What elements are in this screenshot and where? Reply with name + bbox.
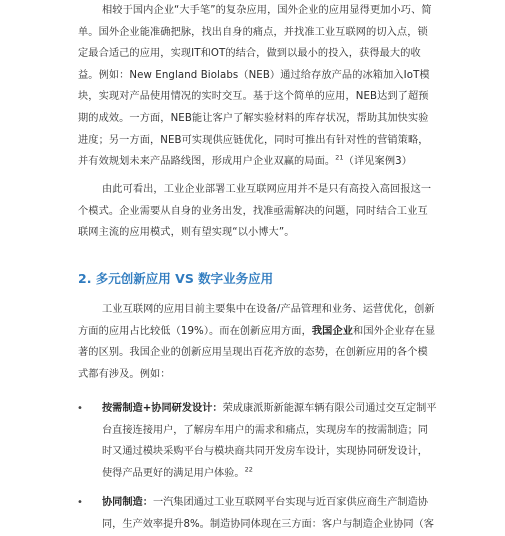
- bullet-icon: •: [77, 497, 83, 508]
- bullet-item: [78, 398, 438, 484]
- paragraph-text: 相较于国内企业“大手笔”的复杂应用，国外企业的应用显得更加小巧、简单。国外企业能准确把脉，找出自身的痛点，并找准工业互联网的切入点，锁定最合适己的应用，实现IT和OT的结合，做到以最小的投入，获得最大的收益。例如：New England Biolabs（NEB）通过给存放产品的冰箱加入IoT模块，实现对产品使用情况的实时交互。基于这个简单的应用，NEB达到了超预期的成效。一方面，NEB能让客户了解实验材料的库存状况，帮助其加快实验进度；另一方面，NEB可实现供应链优化，同时可推出有针对性的营销策略，并有效规划未来产品路线图，形成用户企业双赢的局面。: [78, 5, 432, 168]
- bullet-title: 协同制造：: [102, 497, 153, 508]
- bullet-icon: •: [77, 403, 83, 414]
- bullet-title: 按需制造+协同研发设计：: [102, 403, 223, 414]
- bullet-body: 一汽集团通过工业互联网平台实现与近百家供应商生产制造协同，生产效率提升8%。制造协同体现在三方面：客户与制造企业协同（客: [102, 497, 434, 530]
- paragraph-neb-example: [78, 0, 438, 173]
- case-reference: （详见案例3）: [343, 156, 412, 168]
- paragraph-innovation: [78, 299, 438, 385]
- bullet-text: [102, 398, 438, 484]
- paragraph-text: 工业互联网的应用目前主要集中在设备/产品管理和业务、运营优化，创新方面的应用占比较低（19%）。而在创新应用方面，: [78, 304, 435, 337]
- section-heading: 2. 多元创新应用 VS 数字业务应用: [78, 271, 274, 286]
- paragraph-summary: [78, 179, 438, 244]
- footnote-ref[interactable]: 21: [335, 153, 344, 162]
- paragraph-text: 和国外企业存在显著的区别。我国企业的创新应用呈现出百花齐放的态势，在创新应用的各个模式都有涉及。例如：: [78, 325, 436, 380]
- bold-text: 我国企业: [311, 325, 354, 337]
- bullet-text: [102, 492, 438, 535]
- paragraph-text: 由此可看出，工业企业部署工业互联网应用并不是只有高投入高回报这一个模式。企业需要从自身的业务出发，找准亟需解决的问题，同时结合工业互联网主流的应用模式，则有望实现“以小博大”。: [78, 184, 432, 239]
- bullet-item: [78, 492, 438, 535]
- bullet-body: 荣成康派斯新能源车辆有限公司通过交互定制平台直接连接用户，了解房车用户的需求和痛点，实现房车的按需制造；同时又通过模块采购平台与模块商共同开发房车设计，实现协同研发设计，使得产品更好的满足用户体验。: [102, 403, 437, 479]
- footnote-ref[interactable]: 22: [244, 465, 253, 474]
